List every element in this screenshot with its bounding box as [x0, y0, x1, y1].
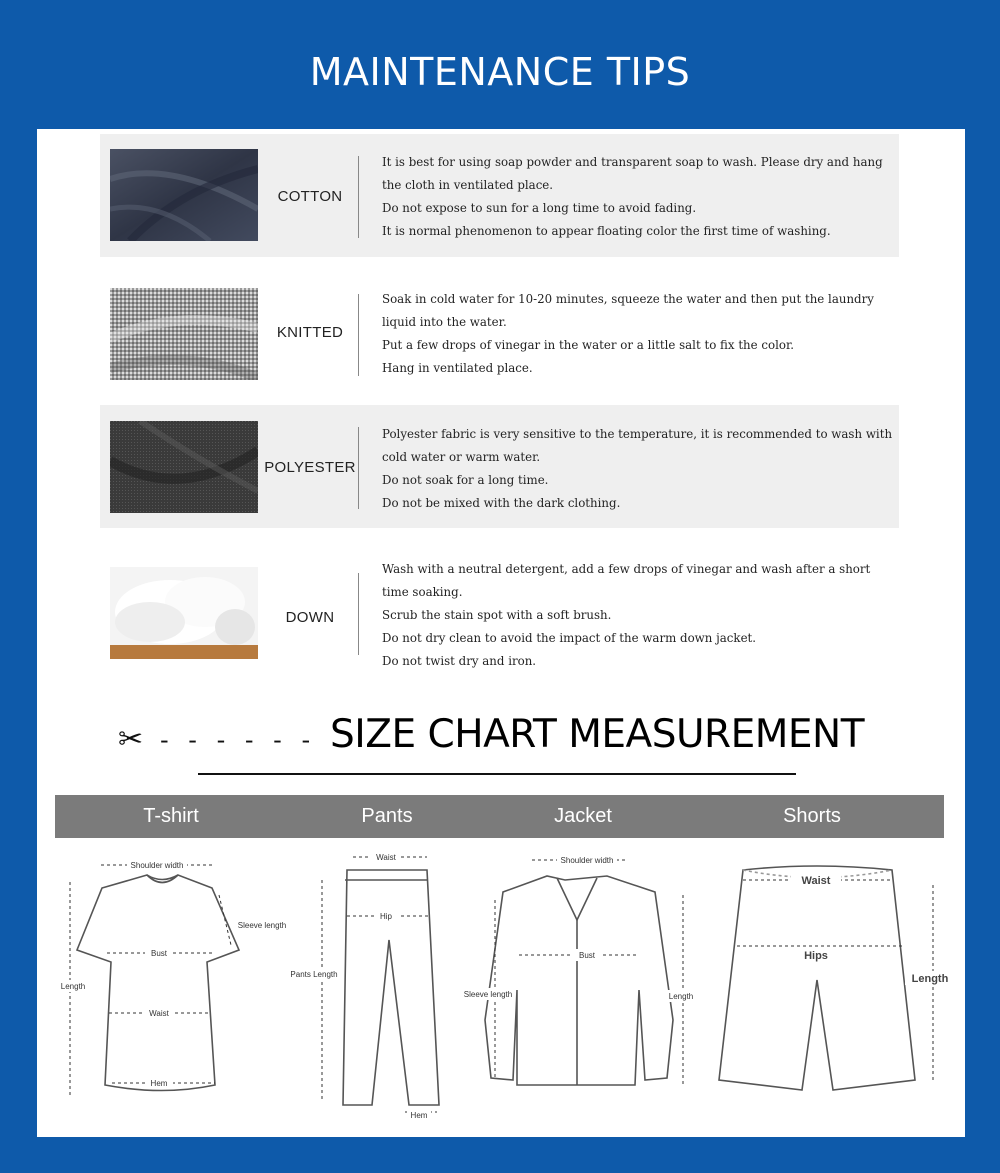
category-tshirt: T-shirt: [143, 805, 199, 827]
scissors-icon: ✂: [118, 723, 144, 756]
fabric-row-down: [100, 545, 899, 680]
label-jacket-length: Length: [668, 992, 694, 1001]
label-tshirt-sleeve: Sleeve length: [237, 921, 287, 930]
divider-line: [358, 573, 359, 655]
fabric-row-cotton: [100, 134, 899, 257]
label-shorts-hips: Hips: [804, 950, 828, 962]
page-title: MAINTENANCE TIPS: [309, 50, 691, 94]
tip-text: Do not expose to sun for a long time to avoid fading.: [382, 201, 697, 215]
label-jacket-bust: Bust: [578, 951, 596, 960]
label-tshirt-hem: Hem: [150, 1079, 168, 1088]
label-pants-length: Pants Length: [290, 970, 338, 979]
tip-text: Do not twist dry and iron.: [382, 654, 537, 668]
tip-text: Do not dry clean to avoid the impact of the warm down jacket.: [382, 631, 757, 645]
polyester-swatch-image: [110, 421, 258, 513]
fabric-name: DOWN: [285, 609, 335, 626]
cotton-swatch-image: [110, 149, 258, 241]
label-jacket-sleeve: Sleeve length: [463, 990, 513, 999]
down-tips: [382, 558, 897, 673]
tip-text: Do not be mixed with the dark clothing.: [382, 496, 621, 510]
divider-line: [358, 294, 359, 376]
category-bar: [55, 795, 944, 838]
fabric-name: POLYESTER: [264, 459, 356, 476]
size-chart-title: SIZE CHART MEASUREMENT: [330, 712, 865, 757]
down-swatch-image: [110, 567, 258, 659]
label-tshirt-waist: Waist: [149, 1009, 169, 1018]
fabric-name: KNITTED: [276, 324, 344, 341]
knitted-tips: [382, 288, 897, 380]
fabric-row-knitted: [100, 270, 899, 393]
tip-text: Scrub the stain spot with a soft brush.: [382, 608, 612, 622]
title-underline: [198, 773, 796, 775]
divider-line: [358, 156, 359, 238]
label-pants-waist: Waist: [376, 853, 396, 862]
pants-diagram: [343, 870, 439, 1105]
category-shorts: Shorts: [783, 805, 841, 827]
label-pants-hem: Hem: [410, 1111, 428, 1120]
tip-text: Put a few drops of vinegar in the water or a little salt to fix the color.: [382, 338, 795, 352]
tip-text: Wash with a neutral detergent, add a few drops of vinegar and wash after a short time soaking.: [382, 562, 871, 599]
tip-text: Soak in cold water for 10-20 minutes, squeeze the water and then put the laundry liquid into the water.: [382, 292, 874, 329]
label-tshirt-shoulder: Shoulder width: [130, 861, 184, 870]
cotton-tips: [382, 151, 897, 243]
tip-text: Do not soak for a long time.: [382, 473, 549, 487]
tshirt-diagram: [77, 875, 239, 1091]
jacket-diagram: [485, 876, 673, 1085]
label-tshirt-bust: Bust: [150, 949, 168, 958]
fabric-row-polyester: [100, 405, 899, 528]
polyester-tips: [382, 423, 897, 515]
label-tshirt-length: Length: [60, 982, 86, 991]
tip-text: It is normal phenomenon to appear floating color the first time of washing.: [382, 224, 831, 238]
divider-line: [358, 427, 359, 509]
label-shorts-waist: Waist: [801, 875, 831, 887]
fabric-name: COTTON: [277, 188, 343, 205]
category-jacket: Jacket: [554, 805, 612, 827]
shorts-diagram: [719, 866, 915, 1090]
knitted-swatch-image: [110, 288, 258, 380]
label-pants-hip: Hip: [379, 912, 393, 921]
label-jacket-shoulder: Shoulder width: [560, 856, 614, 865]
tip-text: Hang in ventilated place.: [382, 361, 533, 375]
garment-diagrams: [37, 840, 965, 1130]
category-pants: Pants: [361, 805, 413, 827]
cut-line: - - - - - -: [160, 726, 317, 754]
tip-text: Polyester fabric is very sensitive to the temperature, it is recommended to wash with cold water or warm water.: [382, 427, 893, 464]
label-shorts-length: Length: [911, 973, 949, 985]
tip-text: It is best for using soap powder and transparent soap to wash. Please dry and hang the cloth in ventilated place.: [382, 155, 883, 192]
